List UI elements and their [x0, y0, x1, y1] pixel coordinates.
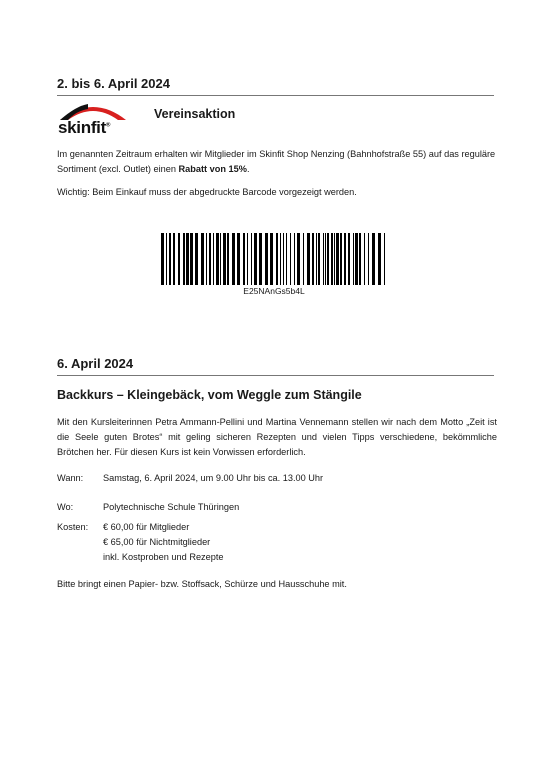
section2-divider: [57, 375, 494, 376]
when-value: Samstag, 6. April 2024, um 9.00 Uhr bis ca. 13.00 Uhr: [103, 473, 324, 483]
section1-divider: [57, 95, 494, 96]
when-label: Wann:: [57, 473, 84, 483]
cost-line: € 65,00 für Nichtmitglieder: [103, 537, 211, 547]
where-value: Polytechnische Schule Thüringen: [103, 502, 240, 512]
cost-line: inkl. Kostproben und Rezepte: [103, 552, 224, 562]
barcode: [161, 233, 387, 285]
course-title: Backkurs – Kleingebäck, vom Weggle zum Stängile: [57, 388, 362, 402]
section1-note: Wichtig: Beim Einkauf muss der abgedruckte Barcode vorgezeigt werden.: [57, 187, 357, 197]
section2-date-heading: 6. April 2024: [57, 356, 134, 371]
where-label: Wo:: [57, 502, 74, 512]
course-closing-note: Bitte bringt einen Papier- bzw. Stoffsack, Schürze und Hausschuhe mit.: [57, 579, 347, 589]
discount-highlight: Rabatt von 15%: [178, 164, 247, 174]
section1-title: Vereinsaktion: [154, 107, 236, 121]
barcode-code-text: E25NAnGs5b4L: [243, 286, 305, 296]
course-intro: Mit den Kursleiterinnen Petra Ammann-Pellini und Martina Vennemann stellen wir nach dem Motto „Zeit ist die Seele guten Brotes“ mit geling sicheren Rezepten und vielen Tipps verschiedene, bekömmliche Brötchen her. Für diesen Kurs ist kein Vorwissen erforderlich.: [57, 417, 497, 457]
cost-label: Kosten:: [57, 522, 89, 532]
section1-paragraph: Im genannten Zeitraum erhalten wir Mitglieder im Skinfit Shop Nenzing (Bahnhofstraße 55) auf das reguläre Sortiment (excl. Outlet) einen Rabatt von 15%.: [57, 149, 496, 174]
section1-date-heading: 2. bis 6. April 2024: [57, 76, 170, 91]
skinfit-logo: [58, 100, 128, 138]
cost-line: € 60,00 für Mitglieder: [103, 522, 190, 532]
skinfit-logo-text: skinfit®: [58, 118, 111, 137]
